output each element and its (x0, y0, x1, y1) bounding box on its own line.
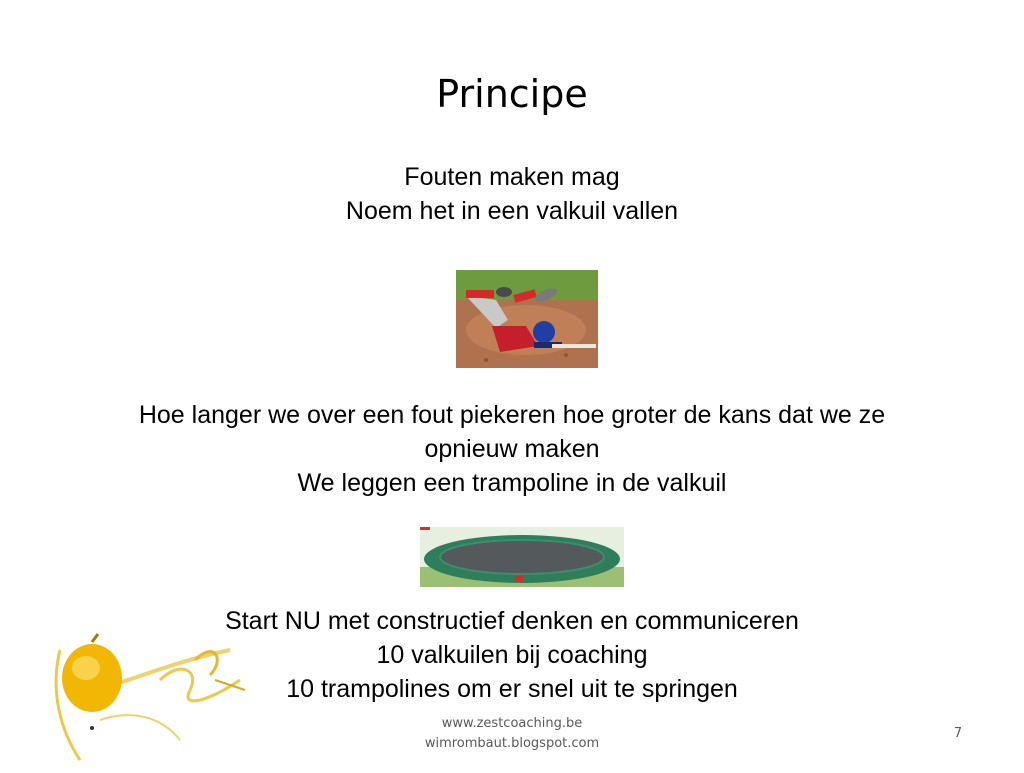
intro-line: Noem het in een valkuil vallen (345, 197, 679, 225)
closing-line: 10 valkuilen bij coaching (376, 641, 648, 669)
middle-text (0, 398, 1024, 500)
footer-blog[interactable]: wimrombaut.blogspot.com (424, 736, 600, 751)
closing-line: Start NU met constructief denken en communiceren (225, 607, 799, 635)
footer-website[interactable]: www.zestcoaching.be (441, 716, 583, 731)
page-number: 7 (953, 726, 963, 741)
zest-logo (40, 620, 270, 768)
trampoline-photo (420, 527, 624, 587)
baseball-slide-photo (456, 270, 598, 368)
middle-line: Hoe langer we over een fout piekeren hoe groter de kans dat we ze (138, 401, 886, 429)
footer-links (362, 714, 662, 754)
slide-title: Principe (436, 72, 588, 116)
closing-line: 10 trampolines om er snel uit te springen (286, 675, 738, 703)
intro-text (0, 160, 1024, 228)
intro-line: Fouten maken mag (404, 163, 620, 191)
middle-line: We leggen een trampoline in de valkuil (297, 469, 727, 497)
middle-line: opnieuw maken (424, 435, 600, 463)
